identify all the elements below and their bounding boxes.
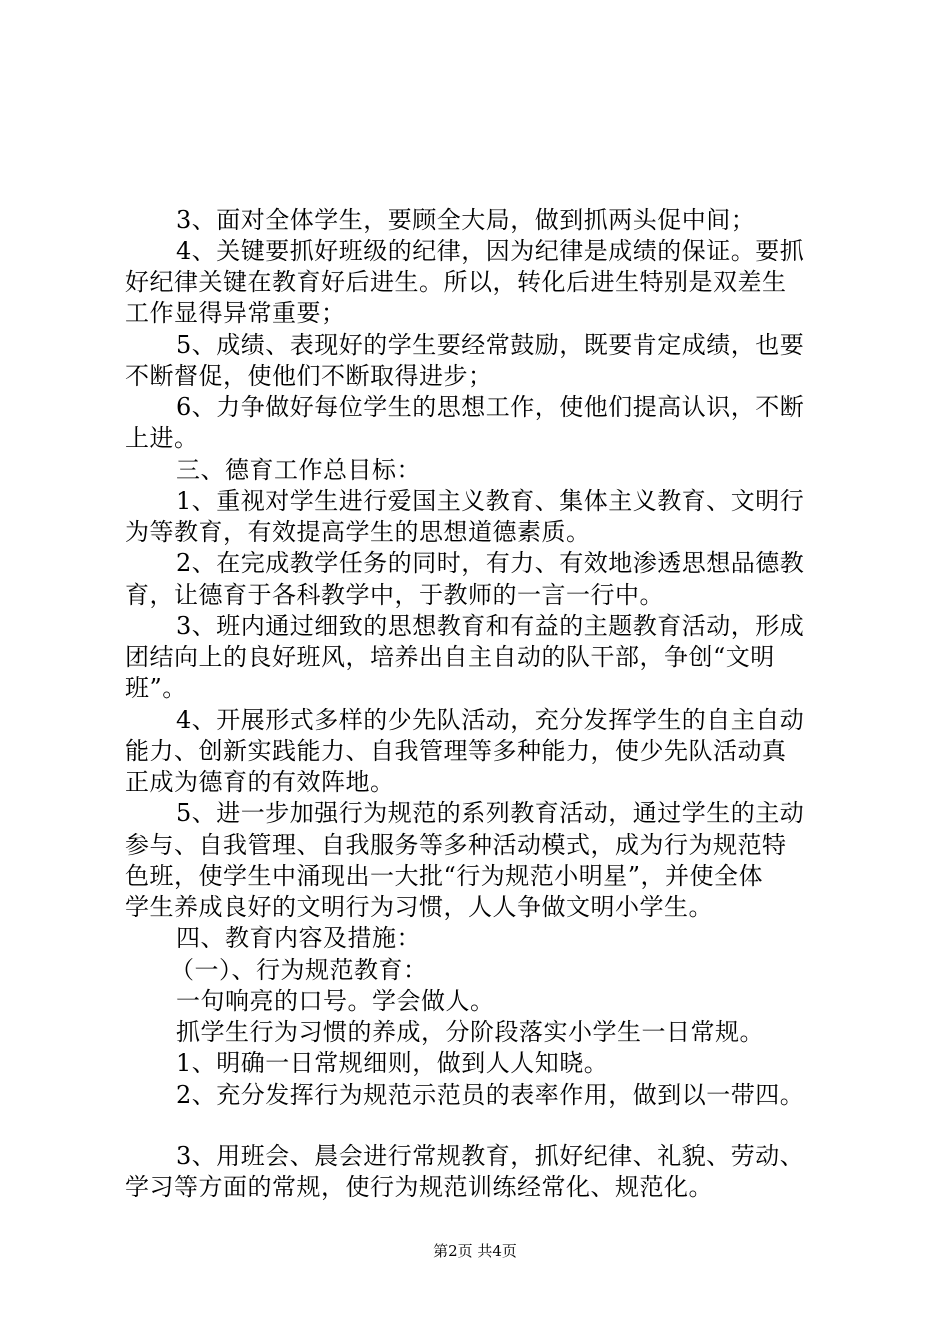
text-line: 参与、自我管理、自我服务等多种活动模式，成为行为规范特 bbox=[125, 831, 787, 859]
text-line: 5、成绩、表现好的学生要经常鼓励，既要肯定成绩，也要 bbox=[176, 331, 805, 359]
text-line: 正成为德育的有效阵地。 bbox=[125, 768, 395, 796]
text-line: 好纪律关键在教育好后进生。所以，转化后进生特别是双差生 bbox=[125, 268, 787, 296]
page-number: 第2页 共4页 bbox=[433, 1242, 517, 1260]
text-line: 5、进一步加强行为规范的系列教育活动，通过学生的主动 bbox=[176, 799, 805, 827]
text-line: 抓学生行为习惯的养成，分阶段落实小学生一日常规。 bbox=[176, 1018, 764, 1046]
text-line: 2、充分发挥行为规范示范员的表率作用，做到以一带四。 bbox=[176, 1081, 805, 1109]
text-line: 班”。 bbox=[125, 674, 187, 702]
text-line: 工作显得异常重要； bbox=[125, 299, 346, 327]
text-line: 4、开展形式多样的少先队活动，充分发挥学生的自主自动 bbox=[176, 706, 805, 734]
text-line: 学习等方面的常规，使行为规范训练经常化、规范化。 bbox=[125, 1173, 713, 1201]
text-line: 1、明确一日常规细则，做到人人知晓。 bbox=[176, 1049, 609, 1077]
subsection-heading: （一）、行为规范教育： bbox=[170, 956, 428, 984]
text-line: 为等教育，有效提高学生的思想道德素质。 bbox=[125, 518, 591, 546]
section-heading: 三、德育工作总目标： bbox=[176, 456, 421, 484]
text-line: 上进。 bbox=[125, 424, 199, 452]
text-line: 3、面对全体学生，要顾全大局，做到抓两头促中间； bbox=[176, 206, 756, 234]
text-line: 学生养成良好的文明行为习惯，人人争做文明小学生。 bbox=[125, 893, 713, 921]
text-line: 能力、创新实践能力、自我管理等多种能力，使少先队活动真 bbox=[125, 737, 787, 765]
section-heading: 四、教育内容及措施： bbox=[176, 924, 421, 952]
text-line: 团结向上的良好班风，培养出自主自动的队干部，争创“文明 bbox=[125, 643, 775, 671]
text-line: 2、在完成教学任务的同时，有力、有效地渗透思想品德教 bbox=[176, 549, 805, 577]
text-line: 3、班内通过细致的思想教育和有益的主题教育活动，形成 bbox=[176, 612, 805, 640]
text-line: 3、用班会、晨会进行常规教育，抓好纪律、礼貌、劳动、 bbox=[176, 1142, 805, 1170]
text-line: 一句响亮的口号。学会做人。 bbox=[176, 987, 495, 1015]
text-line: 育，让德育于各科教学中，于教师的一言一行中。 bbox=[125, 581, 664, 609]
text-line: 1、重视对学生进行爱国主义教育、集体主义教育、文明行 bbox=[176, 487, 805, 515]
text-line: 色班，使学生中涌现出一大批“行为规范小明星”，并使全体 bbox=[125, 862, 764, 890]
text-line: 6、力争做好每位学生的思想工作，使他们提高认识，不断 bbox=[176, 393, 805, 421]
text-line: 不断督促，使他们不断取得进步； bbox=[125, 362, 493, 390]
text-line: 4、关键要抓好班级的纪律，因为纪律是成绩的保证。要抓 bbox=[176, 237, 805, 265]
